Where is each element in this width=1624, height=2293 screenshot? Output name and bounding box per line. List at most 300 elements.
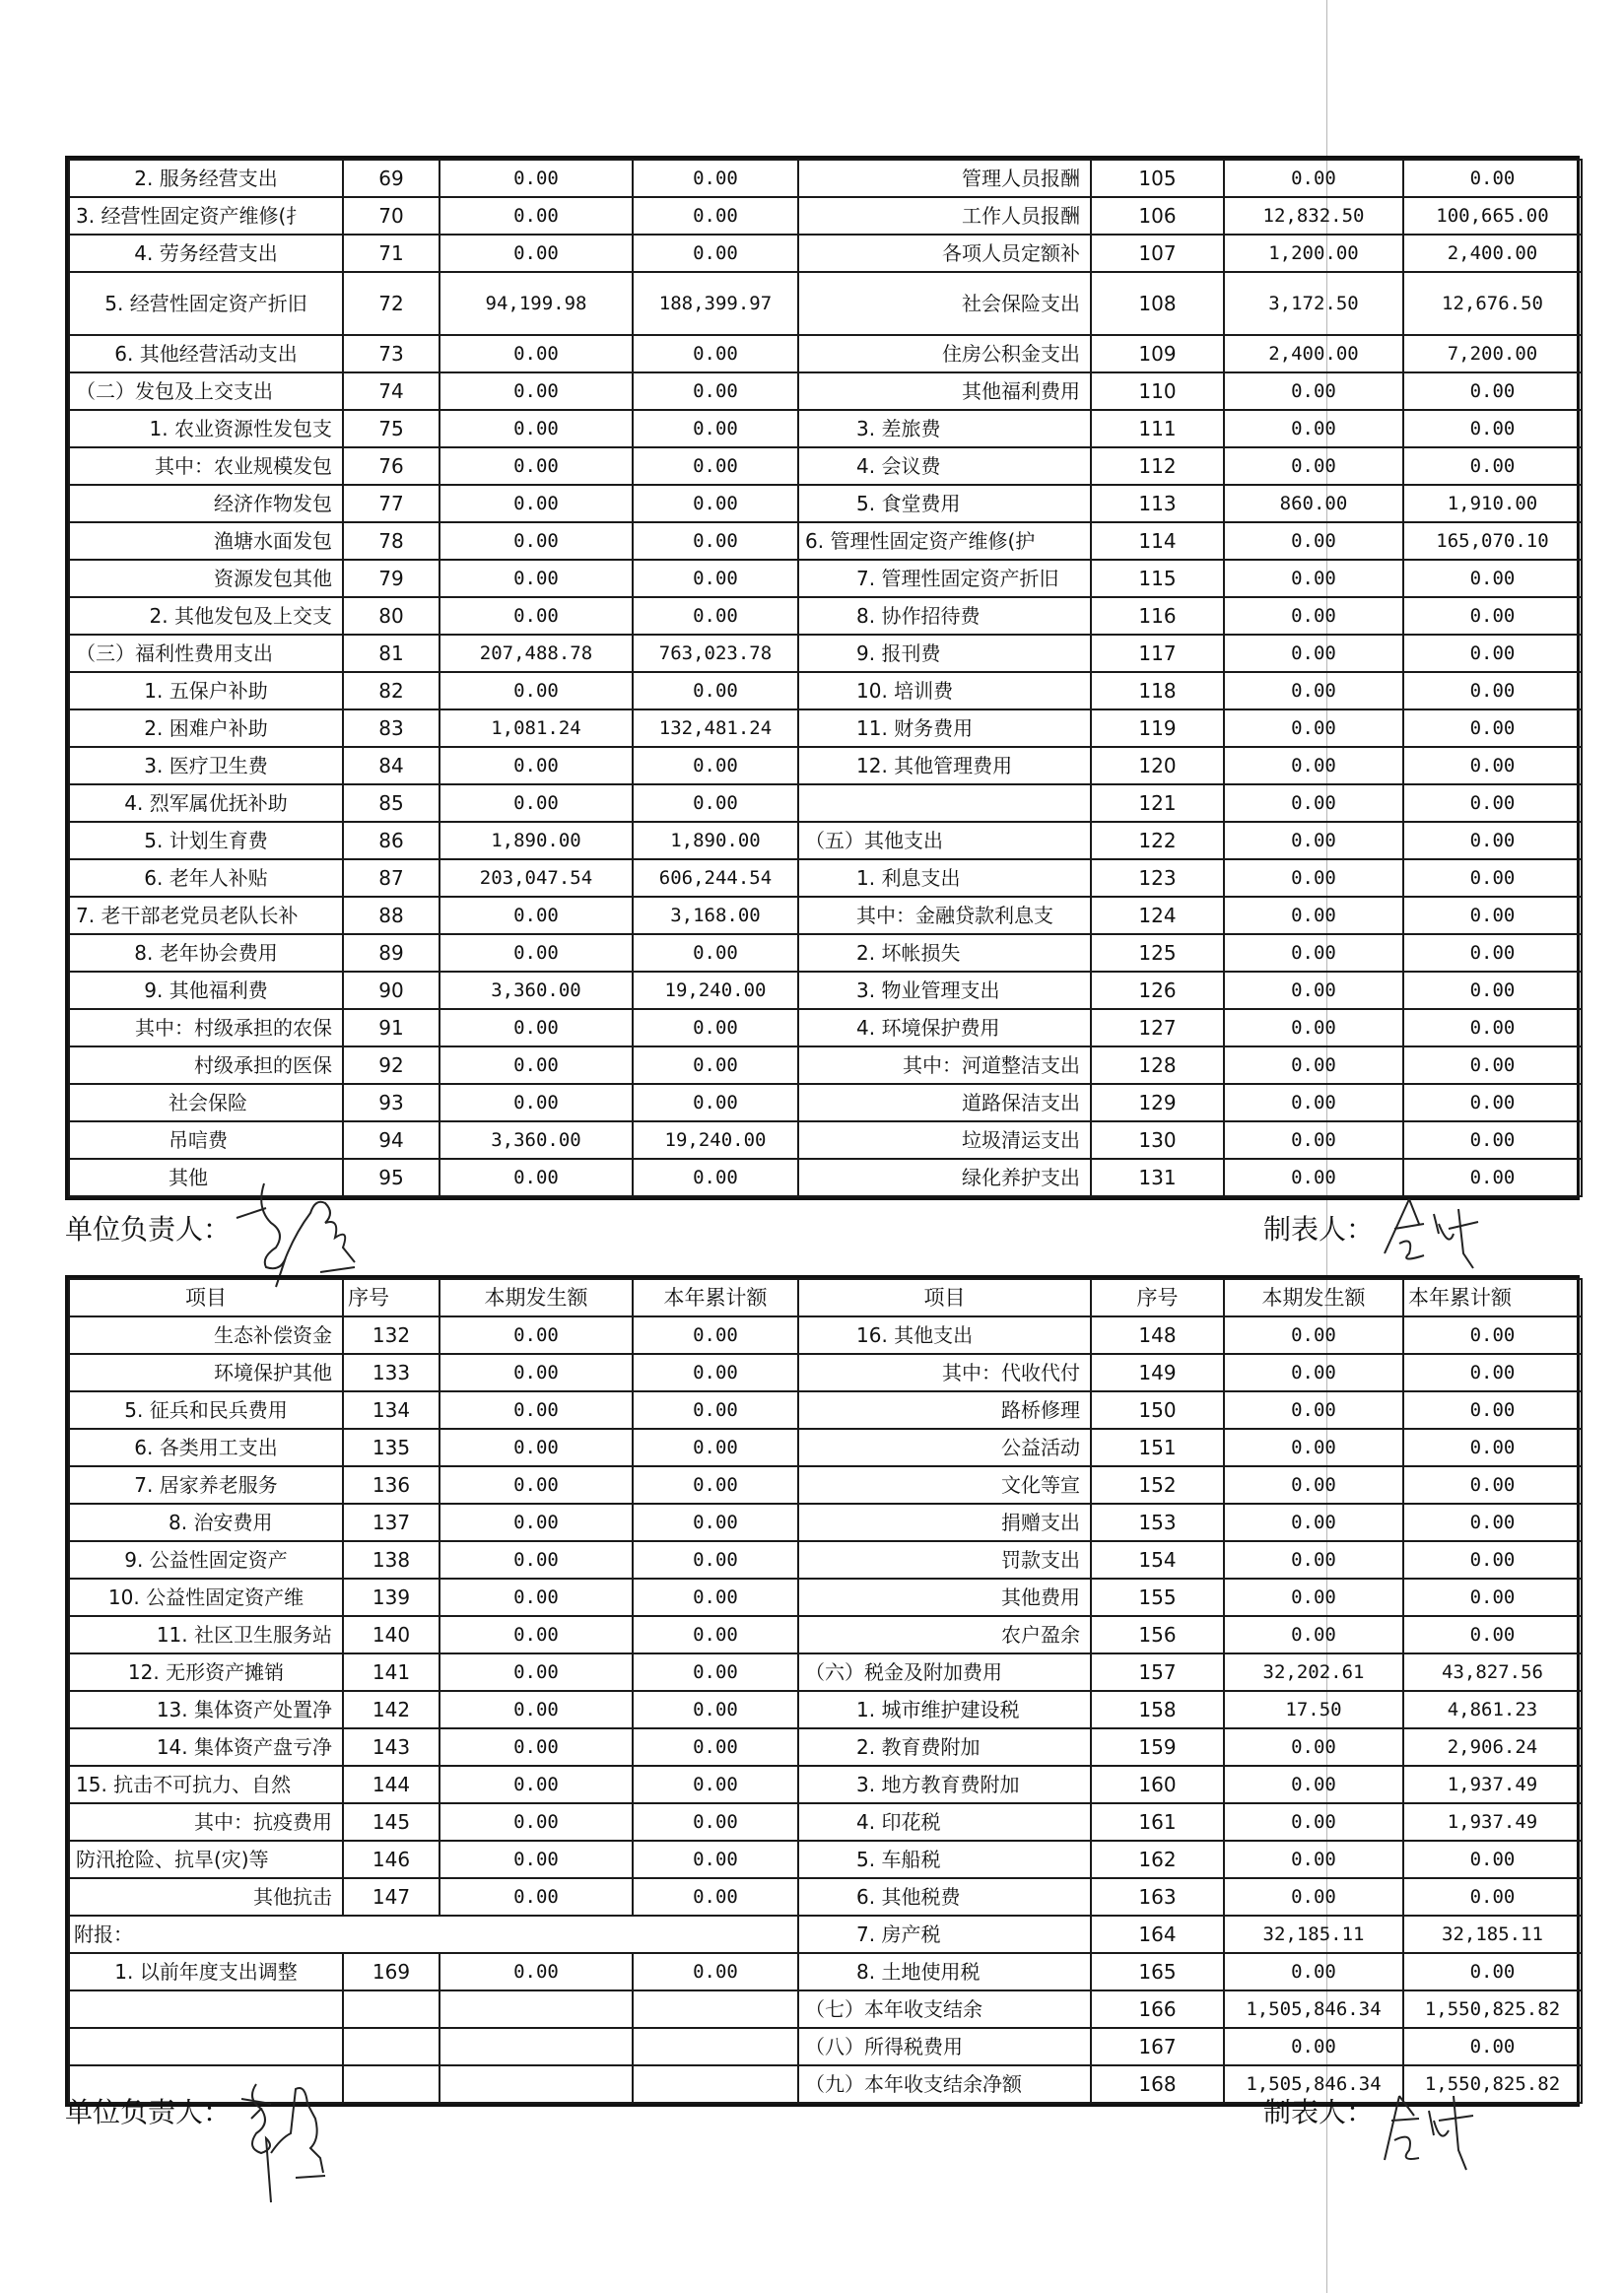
row-current-right: 0.00: [1224, 1579, 1403, 1616]
row-seq-left: 90: [343, 972, 440, 1009]
row-current-left: 0.00: [440, 1579, 633, 1616]
row-ytd-left: [633, 2028, 798, 2065]
row-ytd-left: 0.00: [633, 1691, 798, 1728]
row-ytd-left: 0.00: [633, 934, 798, 972]
row-current-left: 0.00: [440, 447, 633, 485]
row-ytd-right: 7,200.00: [1403, 335, 1582, 372]
row-seq-left: 81: [343, 635, 440, 672]
row-item-left: 2. 服务经营支出: [69, 160, 343, 197]
row-seq-right: 119: [1091, 709, 1224, 747]
row-current-left: 1,081.24: [440, 709, 633, 747]
row-ytd-right: 0.00: [1403, 160, 1582, 197]
table-row: [69, 1354, 1582, 1391]
row-ytd-left: 0.00: [633, 1354, 798, 1391]
row-seq-right: 113: [1091, 485, 1224, 522]
row-ytd-right: 0.00: [1403, 1084, 1582, 1121]
row-item-right: 垃圾清运支出: [798, 1121, 1091, 1159]
row-item-right: 路桥修理: [798, 1391, 1091, 1429]
row-ytd-left: 0.00: [633, 1953, 798, 1990]
row-seq-left: 94: [343, 1121, 440, 1159]
row-current-right: 0.00: [1224, 1541, 1403, 1579]
row-ytd-right: 0.00: [1403, 859, 1582, 897]
row-item-right: 管理人员报酬: [798, 160, 1091, 197]
row-current-right: 0.00: [1224, 1429, 1403, 1466]
table-row: [69, 1653, 1582, 1691]
table-row: [69, 522, 1582, 560]
row-seq-right: 108: [1091, 272, 1224, 335]
row-current-right: 0.00: [1224, 784, 1403, 822]
row-seq-right: 164: [1091, 1916, 1224, 1953]
row-item-right: （六）税金及附加费用: [798, 1653, 1091, 1691]
table-row: [69, 1541, 1582, 1579]
row-seq-left: 74: [343, 372, 440, 410]
table-row: [69, 560, 1582, 597]
row-seq-left: 93: [343, 1084, 440, 1121]
row-item-right: 16. 其他支出: [798, 1316, 1091, 1354]
handwritten-signature-icon: [227, 1179, 424, 1287]
row-item-left: 9. 其他福利费: [69, 972, 343, 1009]
table-row: [69, 1728, 1582, 1766]
row-ytd-right: 0.00: [1403, 934, 1582, 972]
row-item-left: [69, 2028, 343, 2065]
row-seq-left: 139: [343, 1579, 440, 1616]
row-current-right: 0.00: [1224, 1466, 1403, 1504]
row-seq-left: 143: [343, 1728, 440, 1766]
row-ytd-left: 606,244.54: [633, 859, 798, 897]
row-seq-right: 149: [1091, 1354, 1224, 1391]
unit-head-label-upper: 单位负责人：: [65, 1213, 232, 1246]
row-item-left: （二）发包及上交支出: [69, 372, 343, 410]
row-seq-left: 145: [343, 1803, 440, 1841]
row-current-left: 0.00: [440, 1354, 633, 1391]
row-current-right: 0.00: [1224, 447, 1403, 485]
table-row: [69, 1579, 1582, 1616]
handwritten-signature-icon: [1380, 1194, 1488, 1273]
row-current-right: 0.00: [1224, 1766, 1403, 1803]
table-row: [69, 859, 1582, 897]
expense-table-lower: [65, 1275, 1580, 2107]
table-row: [69, 2028, 1582, 2065]
row-seq-left: 84: [343, 747, 440, 784]
row-current-left: 0.00: [440, 1504, 633, 1541]
row-seq-left: 135: [343, 1429, 440, 1466]
row-item-left: 11. 社区卫生服务站: [69, 1616, 343, 1653]
preparer-label-upper: 制表人：: [1263, 1213, 1375, 1246]
row-current-right: 860.00: [1224, 485, 1403, 522]
row-item-right: 8. 协作招待费: [798, 597, 1091, 635]
row-item-right: 1. 利息支出: [798, 859, 1091, 897]
row-current-right: 0.00: [1224, 1728, 1403, 1766]
row-current-left: 0.00: [440, 897, 633, 934]
row-item-right: 绿化养护支出: [798, 1159, 1091, 1196]
row-seq-right: 130: [1091, 1121, 1224, 1159]
row-item-right: 5. 食堂费用: [798, 485, 1091, 522]
row-seq-right: 150: [1091, 1391, 1224, 1429]
row-ytd-left: 132,481.24: [633, 709, 798, 747]
row-item-right: [798, 784, 1091, 822]
row-current-left: 0.00: [440, 1084, 633, 1121]
row-current-right: 0.00: [1224, 1046, 1403, 1084]
row-current-left: 203,047.54: [440, 859, 633, 897]
table-row: [69, 934, 1582, 972]
row-item-left: 资源发包其他: [69, 560, 343, 597]
row-current-right: 0.00: [1224, 972, 1403, 1009]
row-current-left: 0.00: [440, 522, 633, 560]
row-ytd-right: 0.00: [1403, 1878, 1582, 1916]
row-ytd-left: 0.00: [633, 1803, 798, 1841]
row-seq-left: 144: [343, 1766, 440, 1803]
row-seq-left: 76: [343, 447, 440, 485]
row-seq-left: 133: [343, 1354, 440, 1391]
row-item-right: 公益活动: [798, 1429, 1091, 1466]
row-current-right: 0.00: [1224, 1504, 1403, 1541]
row-item-right: 10. 培训费: [798, 672, 1091, 709]
row-ytd-left: 0.00: [633, 1084, 798, 1121]
row-ytd-left: 0.00: [633, 335, 798, 372]
row-ytd-right: 0.00: [1403, 1316, 1582, 1354]
row-ytd-right: 0.00: [1403, 635, 1582, 672]
row-ytd-left: 0.00: [633, 235, 798, 272]
row-ytd-left: 0.00: [633, 1541, 798, 1579]
row-current-left: 0.00: [440, 560, 633, 597]
row-item-left: 2. 其他发包及上交支: [69, 597, 343, 635]
header-item-right: 项目: [798, 1279, 1091, 1316]
row-current-right: 3,172.50: [1224, 272, 1403, 335]
row-item-left: 1. 五保户补助: [69, 672, 343, 709]
table-row: [69, 1429, 1582, 1466]
row-item-left: 环境保护其他: [69, 1354, 343, 1391]
row-seq-right: 166: [1091, 1990, 1224, 2028]
row-ytd-left: 0.00: [633, 160, 798, 197]
row-seq-right: 160: [1091, 1766, 1224, 1803]
row-item-right: 捐赠支出: [798, 1504, 1091, 1541]
row-item-right: 9. 报刊费: [798, 635, 1091, 672]
row-seq-left: 136: [343, 1466, 440, 1504]
row-seq-left: 69: [343, 160, 440, 197]
row-ytd-right: 4,861.23: [1403, 1691, 1582, 1728]
row-seq-right: 125: [1091, 934, 1224, 972]
row-ytd-left: 0.00: [633, 1728, 798, 1766]
row-ytd-right: 0.00: [1403, 1429, 1582, 1466]
row-item-left: 6. 各类用工支出: [69, 1429, 343, 1466]
row-item-left: 5. 经营性固定资产折旧: [69, 272, 343, 335]
row-ytd-right: 0.00: [1403, 1953, 1582, 1990]
row-ytd-right: 2,400.00: [1403, 235, 1582, 272]
row-seq-right: 121: [1091, 784, 1224, 822]
row-seq-left: 92: [343, 1046, 440, 1084]
row-current-left: [440, 2065, 633, 2103]
row-ytd-right: 0.00: [1403, 709, 1582, 747]
row-seq-left: 91: [343, 1009, 440, 1046]
table-row: [69, 1990, 1582, 2028]
row-item-left: 12. 无形资产摊销: [69, 1653, 343, 1691]
row-item-left: 防汛抢险、抗旱(灾)等: [69, 1841, 343, 1878]
table-row: [69, 1691, 1582, 1728]
table-row: [69, 335, 1582, 372]
row-item-left: 7. 居家养老服务: [69, 1466, 343, 1504]
row-item-right: 3. 差旅费: [798, 410, 1091, 447]
row-ytd-right: 0.00: [1403, 1541, 1582, 1579]
row-current-right: 32,185.11: [1224, 1916, 1403, 1953]
row-seq-right: 109: [1091, 335, 1224, 372]
row-item-left: （三）福利性费用支出: [69, 635, 343, 672]
row-ytd-left: 0.00: [633, 1466, 798, 1504]
row-current-right: 1,505,846.34: [1224, 2065, 1403, 2103]
row-item-right: 6. 管理性固定资产维修(护: [798, 522, 1091, 560]
row-seq-left: 73: [343, 335, 440, 372]
row-ytd-right: 0.00: [1403, 672, 1582, 709]
row-item-right: 农户盈余: [798, 1616, 1091, 1653]
row-item-left: 5. 计划生育费: [69, 822, 343, 859]
row-ytd-right: 100,665.00: [1403, 197, 1582, 235]
row-current-left: 0.00: [440, 1541, 633, 1579]
row-ytd-right: 165,070.10: [1403, 522, 1582, 560]
row-ytd-left: 0.00: [633, 1878, 798, 1916]
row-item-left: [69, 1990, 343, 2028]
row-current-left: [440, 1990, 633, 2028]
row-current-right: 0.00: [1224, 859, 1403, 897]
table-row: [69, 410, 1582, 447]
table-row: [69, 447, 1582, 485]
row-seq-left: 147: [343, 1878, 440, 1916]
row-item-left: 2. 困难户补助: [69, 709, 343, 747]
row-item-right: 1. 城市维护建设税: [798, 1691, 1091, 1728]
row-current-right: 0.00: [1224, 1084, 1403, 1121]
row-seq-right: 153: [1091, 1504, 1224, 1541]
row-item-left: 其中：村级承担的农保: [69, 1009, 343, 1046]
table-row: [69, 672, 1582, 709]
preparer-signature-upper: [1380, 1194, 1488, 1277]
row-seq-right: 165: [1091, 1953, 1224, 1990]
row-ytd-left: 0.00: [633, 1316, 798, 1354]
row-seq-left: 134: [343, 1391, 440, 1429]
row-current-left: 3,360.00: [440, 972, 633, 1009]
row-current-right: 0.00: [1224, 1953, 1403, 1990]
row-ytd-left: 19,240.00: [633, 1121, 798, 1159]
row-current-left: 94,199.98: [440, 272, 633, 335]
row-item-right: 各项人员定额补: [798, 235, 1091, 272]
row-current-left: 0.00: [440, 1728, 633, 1766]
preparer-label-lower: 制表人：: [1263, 2096, 1375, 2128]
table-row: [69, 197, 1582, 235]
row-item-left: 6. 老年人补贴: [69, 859, 343, 897]
row-seq-right: 106: [1091, 197, 1224, 235]
row-ytd-right: 0.00: [1403, 372, 1582, 410]
row-current-right: 0.00: [1224, 410, 1403, 447]
row-seq-left: 88: [343, 897, 440, 934]
row-item-right: 3. 物业管理支出: [798, 972, 1091, 1009]
row-seq-right: 158: [1091, 1691, 1224, 1728]
table-row: [69, 160, 1582, 197]
row-item-left: 渔塘水面发包: [69, 522, 343, 560]
row-ytd-right: 0.00: [1403, 972, 1582, 1009]
row-seq-right: 167: [1091, 2028, 1224, 2065]
row-current-left: 0.00: [440, 747, 633, 784]
row-seq-right: 115: [1091, 560, 1224, 597]
row-ytd-right: 1,550,825.82: [1403, 1990, 1582, 2028]
table-row: [69, 1766, 1582, 1803]
row-seq-right: 122: [1091, 822, 1224, 859]
row-item-right: 其中：代收代付: [798, 1354, 1091, 1391]
row-item-right: 其他费用: [798, 1579, 1091, 1616]
row-ytd-left: 0.00: [633, 1159, 798, 1196]
table-row: [69, 235, 1582, 272]
row-item-right: 4. 印花税: [798, 1803, 1091, 1841]
handwritten-signature-icon: [1380, 2091, 1488, 2180]
row-ytd-left: 0.00: [633, 1046, 798, 1084]
row-seq-left: 89: [343, 934, 440, 972]
row-current-left: 0.00: [440, 1616, 633, 1653]
row-item-right: （八）所得税费用: [798, 2028, 1091, 2065]
row-item-right: 文化等宣: [798, 1466, 1091, 1504]
row-current-left: 0.00: [440, 1046, 633, 1084]
row-item-left: 10. 公益性固定资产维: [69, 1579, 343, 1616]
row-item-right: 4. 环境保护费用: [798, 1009, 1091, 1046]
row-ytd-right: 1,910.00: [1403, 485, 1582, 522]
row-item-left: 7. 老干部老党员老队长补: [69, 897, 343, 934]
header-seq-right: 序号: [1091, 1279, 1224, 1316]
row-ytd-right: 43,827.56: [1403, 1653, 1582, 1691]
row-item-right: 7. 房产税: [798, 1916, 1091, 1953]
table-row: [69, 1878, 1582, 1916]
row-item-right: 8. 土地使用税: [798, 1953, 1091, 1990]
row-current-right: 32,202.61: [1224, 1653, 1403, 1691]
row-seq-right: 118: [1091, 672, 1224, 709]
row-seq-right: 159: [1091, 1728, 1224, 1766]
row-seq-right: 155: [1091, 1579, 1224, 1616]
table-row: [69, 597, 1582, 635]
unit-head-signature-upper: [227, 1179, 424, 1291]
row-item-right: （九）本年收支结余净额: [798, 2065, 1091, 2103]
row-current-right: 17.50: [1224, 1691, 1403, 1728]
row-ytd-right: 1,937.49: [1403, 1803, 1582, 1841]
row-seq-left: 142: [343, 1691, 440, 1728]
row-current-left: 0.00: [440, 1391, 633, 1429]
row-seq-left: [343, 2028, 440, 2065]
row-item-right: 2. 坏帐损失: [798, 934, 1091, 972]
row-seq-right: 126: [1091, 972, 1224, 1009]
row-seq-left: 78: [343, 522, 440, 560]
row-ytd-left: [633, 1990, 798, 2028]
row-ytd-right: 0.00: [1403, 560, 1582, 597]
row-current-left: 0.00: [440, 1429, 633, 1466]
table-row: [69, 1046, 1582, 1084]
row-seq-left: 95: [343, 1159, 440, 1196]
supplement-row: [69, 1916, 1582, 1953]
row-current-left: 1,890.00: [440, 822, 633, 859]
row-item-left: 其他抗击: [69, 1878, 343, 1916]
row-ytd-right: 0.00: [1403, 447, 1582, 485]
row-ytd-left: 0.00: [633, 1429, 798, 1466]
table-row: [69, 1841, 1582, 1878]
row-current-left: 0.00: [440, 1159, 633, 1196]
row-current-left: [440, 2028, 633, 2065]
row-current-right: 0.00: [1224, 822, 1403, 859]
row-seq-right: 114: [1091, 522, 1224, 560]
row-seq-right: 117: [1091, 635, 1224, 672]
row-ytd-right: 0.00: [1403, 1159, 1582, 1196]
row-ytd-right: 0.00: [1403, 1616, 1582, 1653]
row-ytd-right: 1,550,825.82: [1403, 2065, 1582, 2103]
row-seq-right: 163: [1091, 1878, 1224, 1916]
row-seq-right: 148: [1091, 1316, 1224, 1354]
row-seq-right: 131: [1091, 1159, 1224, 1196]
row-ytd-right: 1,937.49: [1403, 1766, 1582, 1803]
row-item-right: 道路保洁支出: [798, 1084, 1091, 1121]
row-ytd-left: 188,399.97: [633, 272, 798, 335]
row-seq-left: 141: [343, 1653, 440, 1691]
row-seq-right: 127: [1091, 1009, 1224, 1046]
row-seq-left: 86: [343, 822, 440, 859]
row-ytd-left: 3,168.00: [633, 897, 798, 934]
row-current-left: 0.00: [440, 485, 633, 522]
table-row: [69, 1504, 1582, 1541]
table-row: [69, 1009, 1582, 1046]
row-item-right: 7. 管理性固定资产折旧: [798, 560, 1091, 597]
row-ytd-right: 0.00: [1403, 1046, 1582, 1084]
row-item-left: 吊唁费: [69, 1121, 343, 1159]
row-current-left: 0.00: [440, 1953, 633, 1990]
row-current-left: 0.00: [440, 1009, 633, 1046]
row-current-left: 0.00: [440, 372, 633, 410]
row-seq-left: 132: [343, 1316, 440, 1354]
row-ytd-right: 0.00: [1403, 1009, 1582, 1046]
row-item-left: 其中：抗疫费用: [69, 1803, 343, 1841]
supplement-label: 附报：: [69, 1916, 798, 1953]
row-item-left: 其中：农业规模发包: [69, 447, 343, 485]
unit-head-signature-lower: [237, 2079, 384, 2211]
row-item-left: 14. 集体资产盘亏净: [69, 1728, 343, 1766]
row-item-left: 1. 以前年度支出调整: [69, 1953, 343, 1990]
row-item-left: 15. 抗击不可抗力、自然: [69, 1766, 343, 1803]
row-item-right: 工作人员报酬: [798, 197, 1091, 235]
row-seq-left: 75: [343, 410, 440, 447]
row-ytd-left: 0.00: [633, 1616, 798, 1653]
row-seq-right: 168: [1091, 2065, 1224, 2103]
row-seq-left: 140: [343, 1616, 440, 1653]
row-ytd-left: 0.00: [633, 410, 798, 447]
row-item-left: 社会保险: [69, 1084, 343, 1121]
row-ytd-right: 0.00: [1403, 1391, 1582, 1429]
row-item-right: 11. 财务费用: [798, 709, 1091, 747]
row-seq-right: 156: [1091, 1616, 1224, 1653]
row-current-right: 12,832.50: [1224, 197, 1403, 235]
row-item-right: 社会保险支出: [798, 272, 1091, 335]
row-ytd-right: 32,185.11: [1403, 1916, 1582, 1953]
row-ytd-right: 2,906.24: [1403, 1728, 1582, 1766]
table-row: [69, 1953, 1582, 1990]
row-current-right: 0.00: [1224, 1121, 1403, 1159]
row-seq-left: 146: [343, 1841, 440, 1878]
header-ytd-right: 本年累计额: [1403, 1279, 1582, 1316]
table-row: [69, 485, 1582, 522]
row-current-right: 0.00: [1224, 1841, 1403, 1878]
row-item-right: 5. 车船税: [798, 1841, 1091, 1878]
row-item-right: （五）其他支出: [798, 822, 1091, 859]
row-seq-right: 161: [1091, 1803, 1224, 1841]
row-ytd-left: 0.00: [633, 1504, 798, 1541]
row-seq-right: 124: [1091, 897, 1224, 934]
row-item-left: 村级承担的医保: [69, 1046, 343, 1084]
row-ytd-left: 0.00: [633, 1766, 798, 1803]
row-current-right: 1,200.00: [1224, 235, 1403, 272]
row-current-right: 0.00: [1224, 560, 1403, 597]
row-ytd-left: 0.00: [633, 372, 798, 410]
row-seq-left: 80: [343, 597, 440, 635]
row-seq-left: [343, 1990, 440, 2028]
row-current-left: 0.00: [440, 1653, 633, 1691]
row-current-right: 0.00: [1224, 1159, 1403, 1196]
